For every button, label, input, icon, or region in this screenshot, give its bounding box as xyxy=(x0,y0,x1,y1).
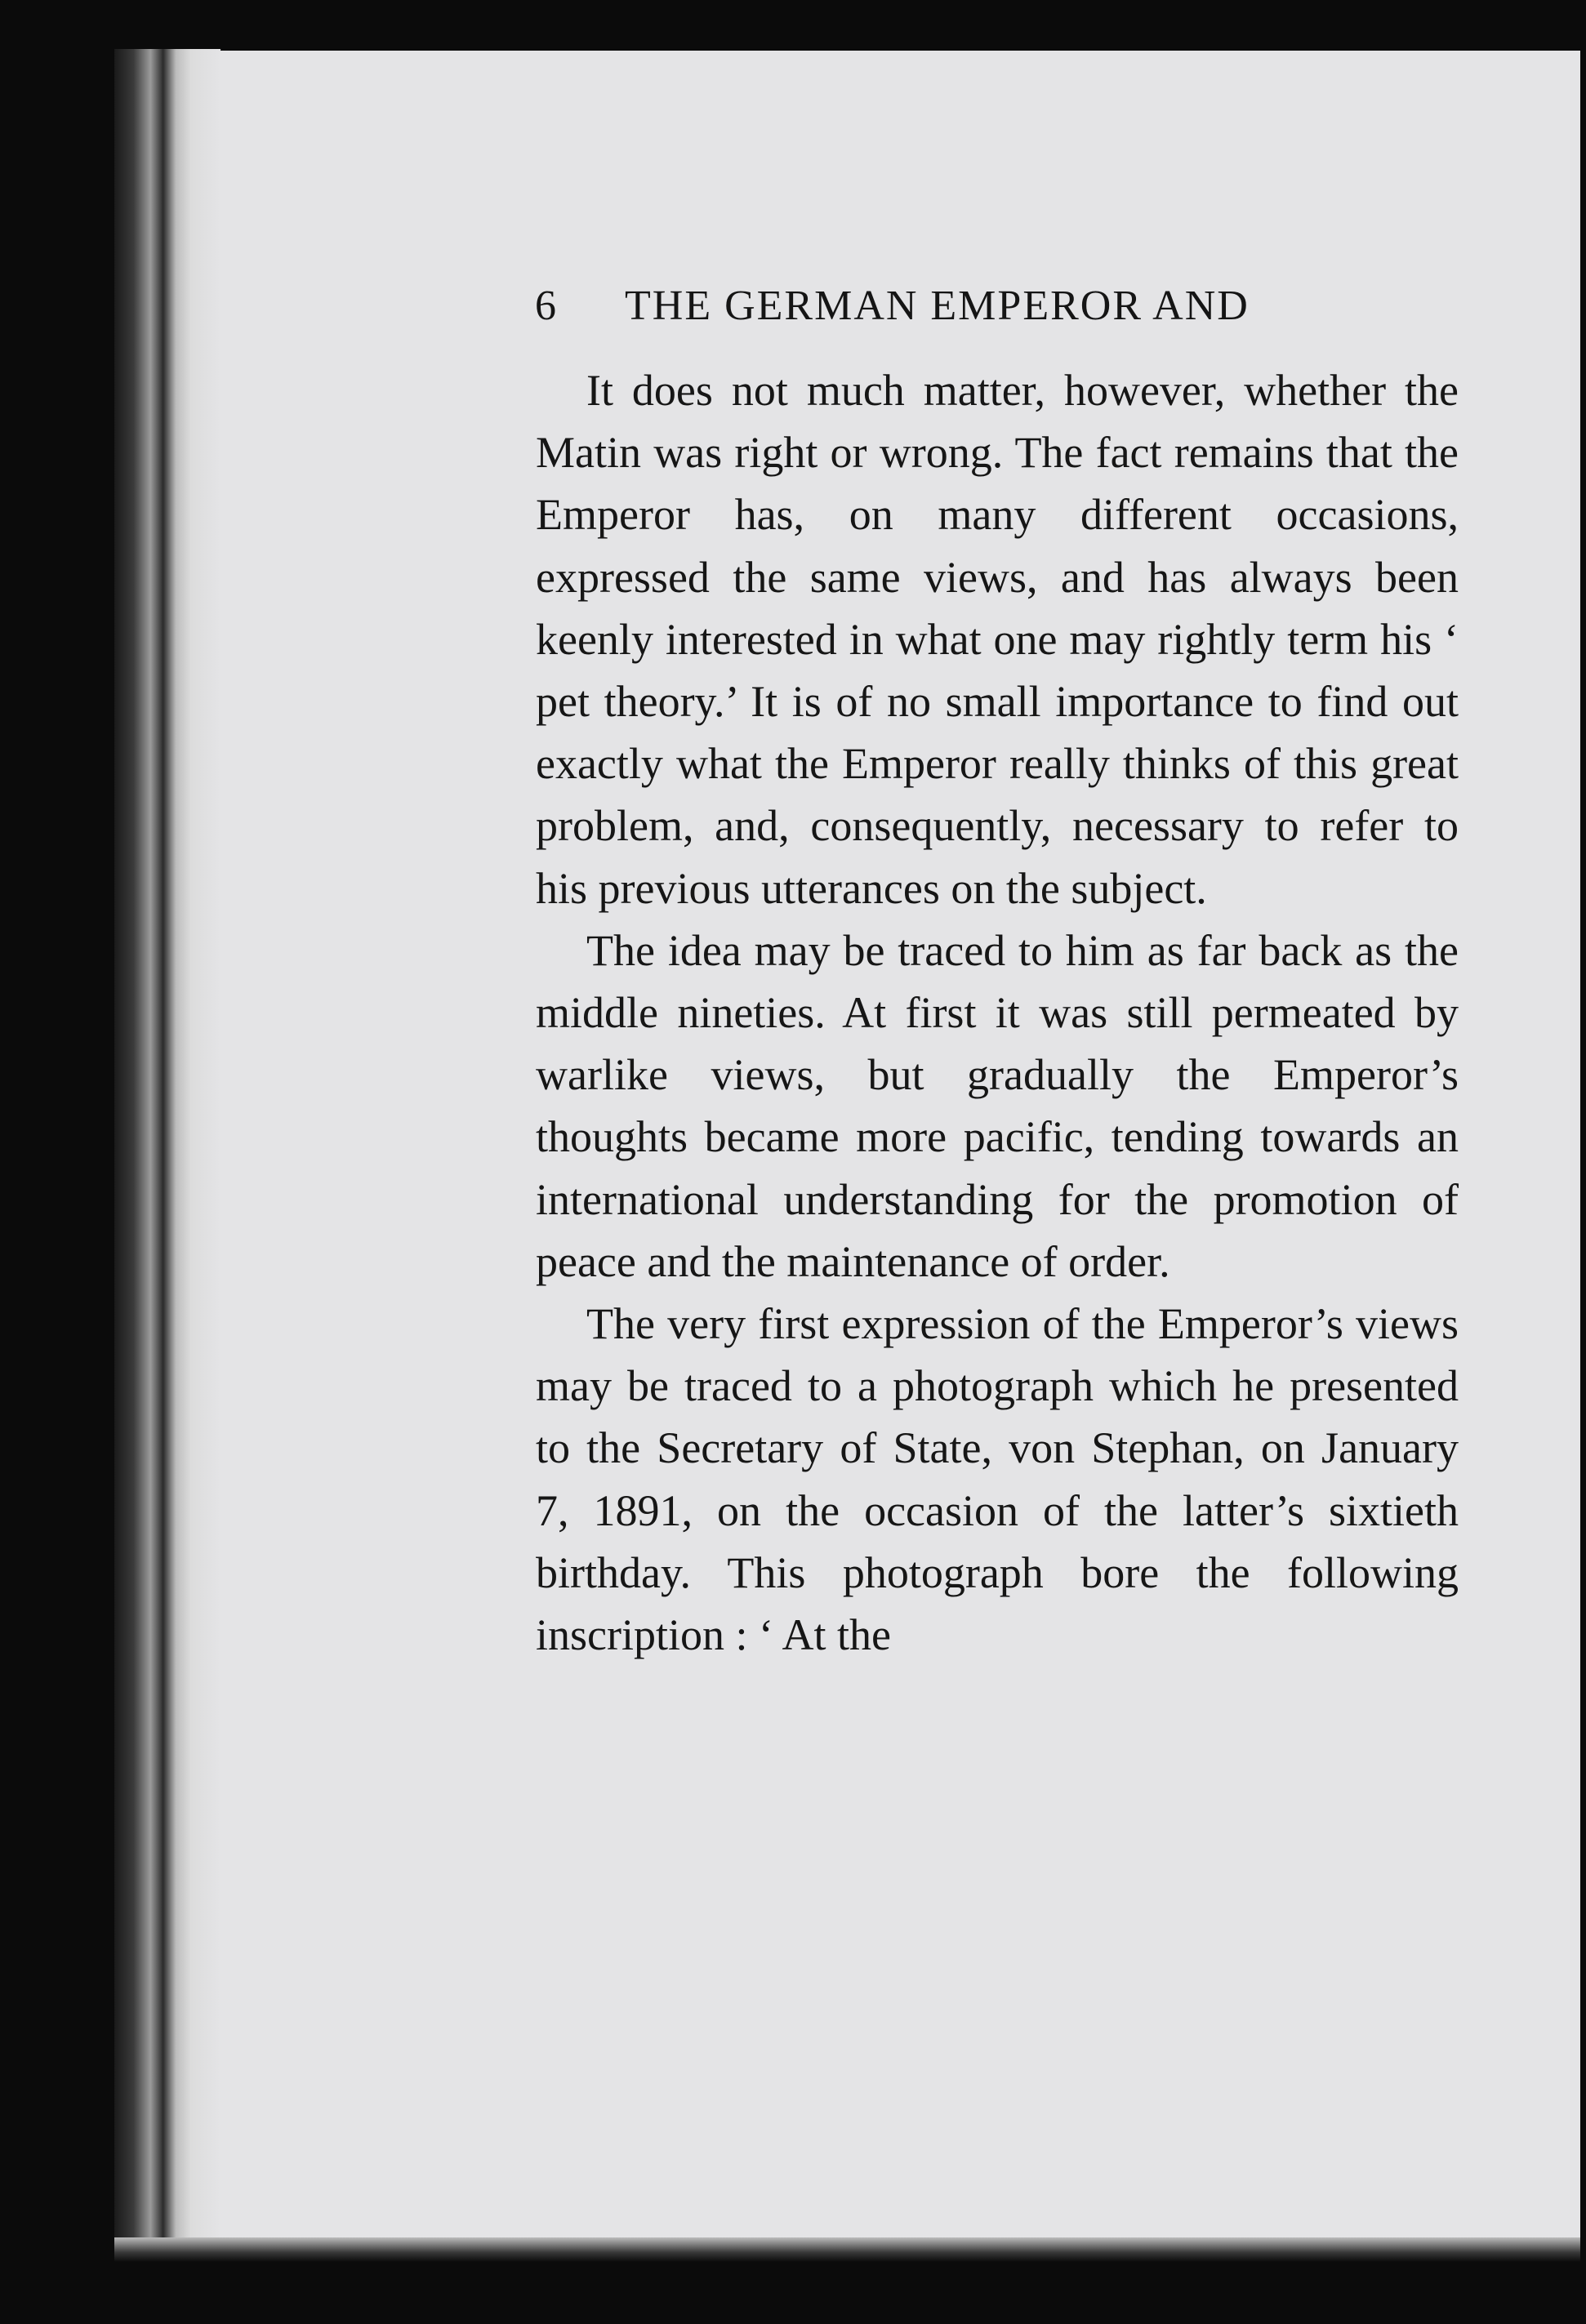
page-number: 6 xyxy=(535,282,558,329)
book-spine-edge xyxy=(114,49,221,2246)
paragraph: The idea may be traced to him as far back as the middle nineties. At first it was still permeated by warlike views, but gradually the Emperor’s thoughts became more pacific, tending towards an international understanding for the promotion of peace and the maintenance of order. xyxy=(536,925,1459,1286)
paragraph: It does not much matter, however, whether the Matin was right or wrong. The fact remains that the Emperor has, on many different occasions, expressed the same views, and has always been keenly interested in what one may rightly term his ‘ pet theory.’ It is of no small importance to find out exactly what the Emperor really thinks of this great problem, and, consequently, necessary to refer to his previous utterances on the subject. xyxy=(536,366,1459,913)
page-bottom-edge xyxy=(114,2237,1580,2262)
running-title: THE GERMAN EMPEROR AND xyxy=(625,282,1250,329)
body-text xyxy=(536,359,1459,1666)
running-header xyxy=(535,274,1474,336)
paragraph: The very first expression of the Emperor’s views may be traced to a photograph which he presented to the Secretary of State, von Stephan, on January 7, 1891, on the occasion of the latter’s sixtieth birthday. This photograph bore the following inscription : ‘ At the xyxy=(536,1299,1459,1660)
